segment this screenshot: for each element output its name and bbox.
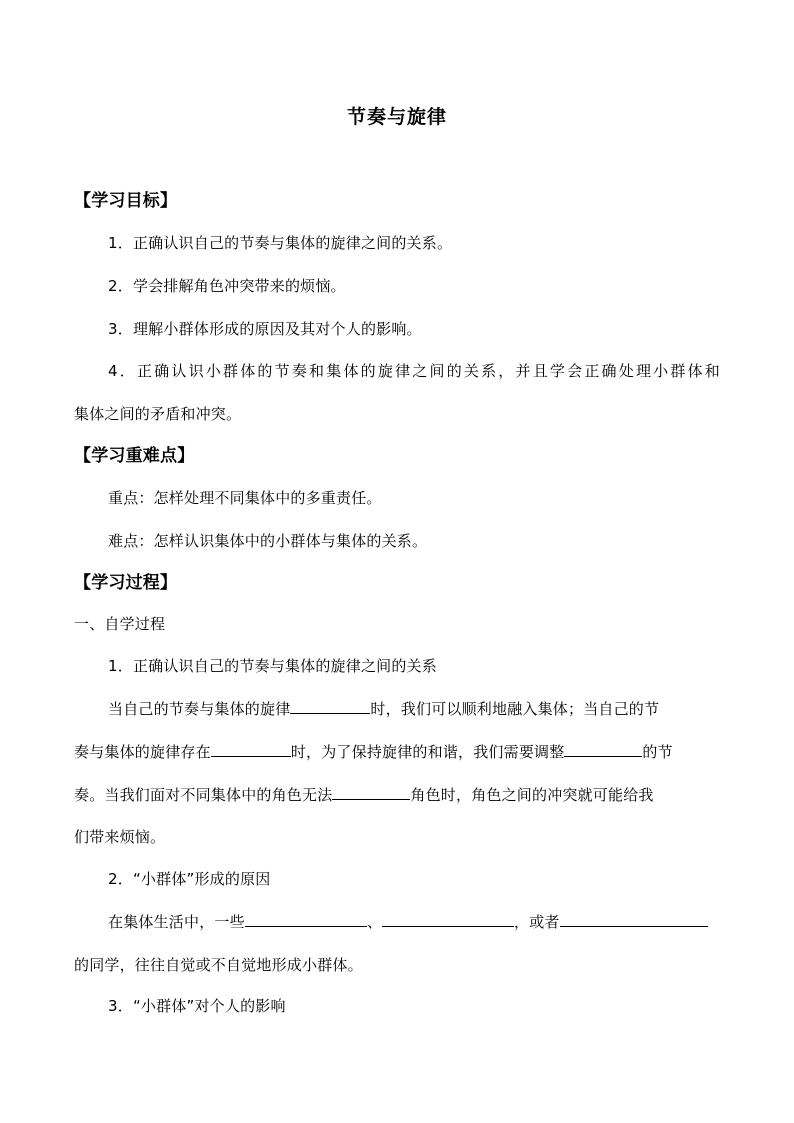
text-fragment: 奏。当我们面对不同集体中的角色无法: [74, 786, 333, 804]
process-item2-line2: 的同学，往往自觉或不自觉地形成小群体。: [74, 956, 363, 974]
fill-blank[interactable]: [290, 699, 370, 714]
fill-blank[interactable]: [332, 785, 410, 800]
text-fragment: ，或者: [514, 913, 560, 931]
fill-blank[interactable]: [564, 742, 642, 757]
process-part1-heading: 一、自学过程: [74, 615, 166, 633]
text-fragment: 当自己的节奏与集体的旋律: [108, 700, 291, 718]
objective-item-1: 1．正确认识自己的节奏与集体的旋律之间的关系。: [108, 234, 453, 252]
objective-item-4: 4．正确认识小群体的节奏和集体的旋律之间的关系，并且学会正确处理小群体和: [108, 362, 720, 380]
keypoint-difficult: 难点：怎样认识集体中的小群体与集体的关系。: [108, 532, 428, 550]
fill-blank[interactable]: [560, 912, 708, 927]
text-fragment: 角色时，角色之间的冲突就可能给我: [410, 786, 654, 804]
objective-item-4-continued: 集体之间的矛盾和冲突。: [74, 405, 242, 423]
text-fragment: 的节: [642, 743, 673, 761]
process-item3-heading: 3．“小群体”对个人的影响: [108, 997, 286, 1015]
keypoint-key: 重点：怎样处理不同集体中的多重责任。: [108, 489, 382, 507]
process-item1-line1: [108, 699, 659, 719]
fill-blank[interactable]: [245, 912, 367, 927]
fill-blank[interactable]: [211, 742, 291, 757]
text-fragment: 时，我们可以顺利地融入集体；当自己的节: [370, 700, 660, 718]
process-item1-line2: [74, 742, 673, 762]
text-fragment: 时，为了保持旋律的和谐，我们需要调整: [290, 743, 565, 761]
text-fragment: 奏与集体的旋律存在: [74, 743, 211, 761]
section-heading-objectives: 【学习目标】: [74, 191, 178, 211]
process-item1-heading: 1．正确认识自己的节奏与集体的旋律之间的关系: [108, 657, 437, 675]
section-heading-keypoints: 【学习重难点】: [74, 446, 195, 466]
process-item1-line4: 们带来烦恼。: [74, 828, 166, 846]
section-heading-process: 【学习过程】: [74, 573, 178, 593]
text-fragment: 、: [366, 913, 383, 931]
process-item1-line3: [74, 785, 654, 805]
fill-blank[interactable]: [382, 912, 514, 927]
objective-item-2: 2．学会排解角色冲突带来的烦恼。: [108, 277, 346, 295]
process-item2-line1: [108, 912, 708, 932]
objective-item-3: 3．理解小群体形成的原因及其对个人的影响。: [108, 320, 422, 338]
process-item2-heading: 2．“小群体”形成的原因: [108, 870, 271, 888]
text-fragment: 在集体生活中，一些: [108, 913, 245, 931]
page-title: 节奏与旋律: [346, 106, 447, 128]
